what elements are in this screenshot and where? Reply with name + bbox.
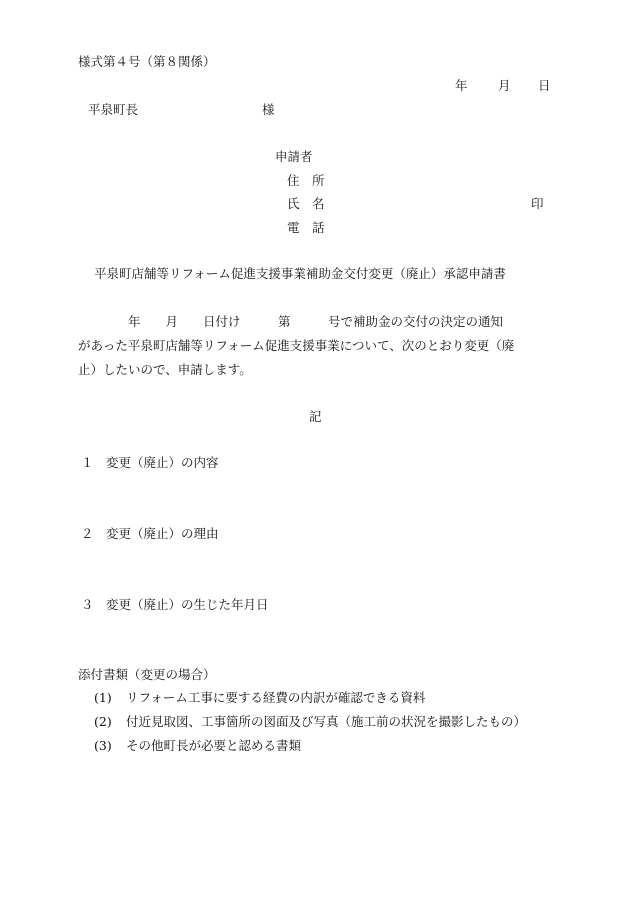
- attachment-2-number: (2): [94, 714, 112, 729]
- date-day-label: 日: [538, 78, 551, 93]
- attachment-3-text: その他町長が必要と認める書類: [126, 738, 302, 753]
- date-year-label: 年: [455, 78, 468, 93]
- date-month-label: 月: [498, 78, 511, 93]
- name-label: 氏 名: [287, 196, 325, 211]
- ki-mark: 記: [309, 409, 322, 424]
- attachment-1-number: (1): [94, 690, 112, 705]
- item-1-number: １: [81, 455, 94, 470]
- item-1-text: 変更（廃止）の内容: [106, 455, 219, 470]
- item-2-number: ２: [81, 526, 94, 541]
- attachment-2-text: 付近見取図、工事箇所の図面及び写真（施工前の状況を撮影したもの）: [126, 714, 527, 729]
- body-line-1: 年 月 日付け 第 号で補助金の交付の決定の通知: [78, 314, 504, 329]
- applicant-heading: 申請者: [275, 149, 313, 164]
- addressee-title: 平泉町長: [88, 102, 139, 117]
- document-title: 平泉町店舗等リフォーム促進支援事業補助金交付変更（廃止）承認申請書: [94, 266, 506, 281]
- attachment-1-text: リフォーム工事に要する経費の内訳が確認できる資料: [126, 690, 426, 705]
- body-line-2: があった平泉町店舗等リフォーム促進支援事業について、次のとおり変更（廃: [78, 338, 515, 353]
- attachments-heading: 添付書類（変更の場合）: [78, 667, 216, 682]
- addressee-honorific: 様: [262, 102, 275, 117]
- seal-mark: 印: [531, 196, 544, 211]
- attachment-3-number: (3): [94, 738, 112, 753]
- form-number: 様式第４号（第８関係）: [78, 54, 216, 69]
- item-3-number: ３: [81, 597, 94, 612]
- item-3-text: 変更（廃止）の生じた年月日: [106, 597, 269, 612]
- address-label: 住 所: [287, 173, 325, 188]
- body-line-3: 止）したいので、申請します。: [78, 362, 252, 377]
- phone-label: 電 話: [287, 220, 325, 235]
- item-2-text: 変更（廃止）の理由: [106, 526, 219, 541]
